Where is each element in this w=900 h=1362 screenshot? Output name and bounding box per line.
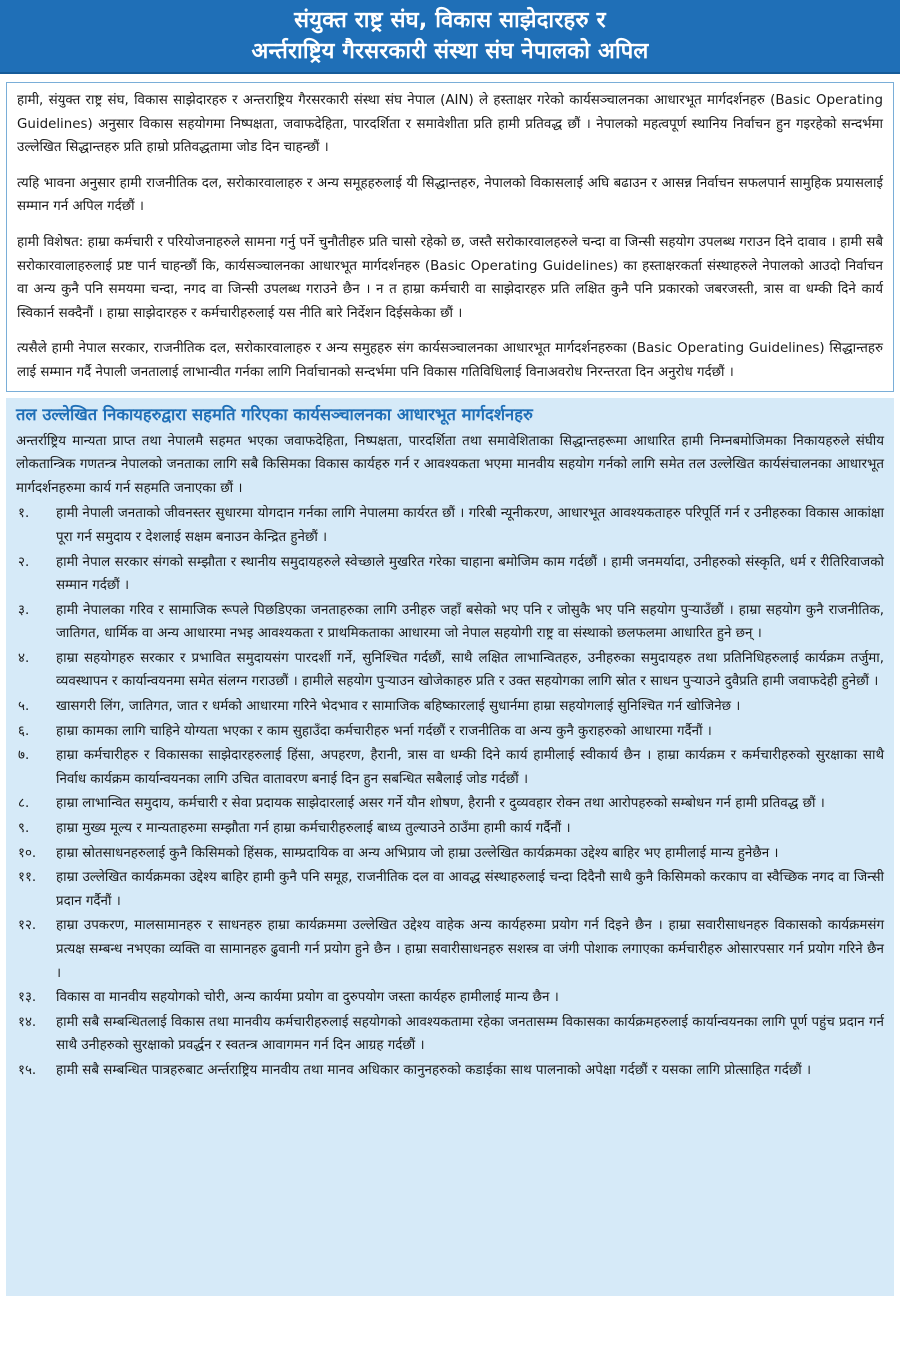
- guideline-item: [16, 986, 884, 1010]
- guideline-text: हामी नेपाल सरकार संगको सम्झौता र स्थानीय समुदायहरुले स्वेच्छाले मुखरित गरेका चाहाना बमोजिम काम गर्दछौं । हामी जनमर्यादा, उनीहरुको संस्कृति, धर्म र रीतिरिवाजको सम्मान गर्दछौं ।: [56, 554, 884, 594]
- guideline-number: २.: [18, 554, 30, 570]
- guideline-text: हाम्रा लाभान्वित समुदाय, कर्मचारी र सेवा प्रदायक साझेदारलाई असर गर्ने यौन शोषण, हैरानी र दुव्यवहार रोक्न तथा आरोपहरुको सम्बोधन गर्न हामी प्रतिवद्ध छौं ।: [56, 796, 825, 812]
- guideline-text: हामी सबै सम्बन्धितलाई विकास तथा मानवीय कर्मचारीहरुलाई सहयोगको आवश्यकतामा रहेका जनतासम्म विकासका कार्यक्रमहरुलाई कार्यान्वयनका लागि पूर्ण पहुंच प्रदान गर्न साथै उनीहरुको सुरक्षाको प्रवर्द्धन र स्वतन्त्र आवागमन गर्न दिन आग्रह गर्दछौं ।: [56, 1014, 884, 1054]
- guideline-item: [16, 695, 884, 719]
- guideline-text: हाम्रा उपकरण, मालसामानहरु र साधनहरु हाम्रा कार्यक्रममा उल्लेखित उद्देश्य वाहेक अन्य कार्यहरुमा प्रयोग गर्न दिइने छैन । हाम्रा सवारीसाधनहरु विकासको कार्यक्रमसंग प्रत्यक्ष सम्बन्ध नभएका व्यक्ति वा सामानहरु ढुवानी गर्न प्रयोग हुने छैन । हाम्रा सवारीसाधनहरु सशस्त्र वा जंगी पोशाक लगाएका कर्मचारीहरु ओसारपसार गर्न प्रयोग गरिने छैन ।: [56, 918, 884, 981]
- guideline-text: हामी नेपालका गरिव र सामाजिक रूपले पिछडिएका जनताहरुका लागि उनीहरु जहाँ बसेको भए पनि र जोसुकै भए पनि सहयोग पुऱ्याउँछौं । हाम्रा सहयोग कुनै राजनीतिक, जातिगत, धार्मिक वा अन्य आधारमा नभइ आवश्यकता र प्राथमिकताका आधारमा जो नेपाल सहयोगी राष्ट्र वा संस्थाको छलफलमा आधारित हुने छन् ।: [56, 602, 884, 642]
- guideline-text: हाम्रा कामका लागि चाहिने योग्यता भएका र काम सुहाउँदा कर्मचारीहरु भर्ना गर्दछौं र राजनीतिक वा अन्य कुनै कुराहरुको आधारमा गर्दैनौं ।: [56, 723, 712, 739]
- guidelines-intro: अन्तर्राष्ट्रिय मान्यता प्राप्त तथा नेपालमै सहमत भएका जवाफदेहिता, निष्पक्षता, पारदर्शिता तथा समावेशिताका सिद्धान्तहरूमा आधारित हामी निम्नबमोजिमका निकायहरुले संघीय लोकतान्त्रिक गणतन्त्र नेपालको जनताका लागि सबै किसिमका विकास कार्यहरु गर्न र आवश्यकता भएमा मानवीय सहयोग गर्नको लागि समेत तल उल्लेखित कार्यसंचालनका आधारभूत मार्गदर्शनहरुमा कार्य गर्न सहमति जनाएका छौं ।: [16, 433, 884, 496]
- guideline-text: हाम्रा स्रोतसाधनहरुलाई कुनै किसिमको हिंसक, साम्प्रदायिक वा अन्य अभिप्राय जो हाम्रा उल्लेखित कार्यक्रमका उद्देश्य बाहिर भए हामीलाई मान्य हुनेछैन ।: [56, 845, 779, 861]
- guideline-text: हाम्रा सहयोगहरु सरकार र प्रभावित समुदायसंग पारदर्शी गर्ने, सुनिश्चित गर्दछौं, साथै लक्षित लाभान्वितहरु, उनीहरुका समुदायहरु तथा प्रतिनिधिहरुलाई कार्यक्रम तर्जुमा, व्यवस्थापन र कार्यान्वयनमा समेत संलग्न गराउछौं । हामीले सहयोग पुऱ्याउन खोजेकाहरु प्रति र उक्त सहयोगका लागि स्रोत र साधन पुऱ्याउने दुवैप्रति हामी जवाफदेही हुनेछौं ।: [56, 650, 884, 690]
- guideline-text: हाम्रा उल्लेखित कार्यक्रमका उद्देश्य बाहिर हामी कुनै पनि समूह, राजनीतिक दल वा आवद्ध संस्थाहरुलाई चन्दा दिदैनौ साथै कुनै किसिमको करकाप वा स्वैच्छिक नगद वा जिन्सी प्रदान गर्दैनौं ।: [56, 870, 884, 909]
- guideline-number: ६.: [18, 723, 30, 739]
- guideline-text: खासगरी लिंग, जातिगत, जात र धर्मको आधारमा गरिने भेदभाव र सामाजिक बहिष्कारलाई सुधार्नमा हाम्रा सहयोगलाई सुनिश्चित गर्न खोजिनेछ ।: [56, 699, 741, 715]
- guideline-number: ३.: [18, 602, 30, 618]
- guideline-item: [16, 1011, 884, 1058]
- appeal-paragraph: हामी विशेषत: हाम्रा कर्मचारी र परियोजनाहरुले सामना गर्नु पर्ने चुनौतीहरु प्रति चासो रहेको छ, जस्तै सरोकारवालहरुले चन्दा वा जिन्सी सहयोग उपलब्ध गराउन दिने दावाव । हामी सबै सरोकारवालाहरुलाई प्रष्ट पार्न चाहन्छौं कि, कार्यसञ्चालनका आधारभूत मार्गदर्शनहरु (Basic Operating Guidelines) का हस्ताक्षरकर्ता संस्थाहरुले नेपालको आउदो निर्वाचन वा अन्य कुनै पनि समयमा चन्दा, नगद वा जिन्सी उपलब्ध गराउने छैन । न त हाम्रा कर्मचारी वा साझेदारहरु प्रति लक्षित कुनै पनि प्रकारको जबरजस्ती, त्रास वा धम्की दिने कार्य स्विकार्न सक्दैनौं । हाम्रा साझेदारहरु र कर्मचारीहरुलाई यस नीति बारे निर्देशन दिईसकेका छौं ।: [17, 234, 883, 321]
- guideline-number: १.: [18, 506, 30, 522]
- guideline-text: हाम्रा मुख्य मूल्य र मान्यताहरुमा सम्झौता गर्न हाम्रा कर्मचारीहरुलाई बाध्य तुल्याउने ठाउँमा हामी कार्य गर्दैनौं ।: [56, 821, 571, 837]
- appeal-paragraph: त्यसैले हामी नेपाल सरकार, राजनीतिक दल, सरोकारवालाहरु र अन्य समुहहरु संग कार्यसञ्चालनका आधारभूत मार्गदर्शनहरुका (Basic Operating Guidelines) सिद्धान्तहरु लाई सम्मान गर्दै नेपाली जनतालाई लाभान्वीत गर्नका लागि निर्वाचानको सन्दर्भमा पनि विकास गतिविधिलाई विनाअवरोध निरन्तरता दिन अनुरोध गर्दछौं ।: [17, 341, 883, 380]
- guidelines-section: [6, 398, 894, 1296]
- guideline-number: १०.: [18, 845, 37, 861]
- guideline-number: १४.: [18, 1014, 37, 1030]
- guideline-item: [16, 866, 884, 913]
- appeal-paragraph: हामी, संयुक्त राष्ट्र संघ, विकास साझेदारहरु र अन्तराष्ट्रिय गैरसरकारी संस्था संघ नेपाल (AIN) ले हस्ताक्षर गरेको कार्यसञ्चालनका आधारभूत मार्गदर्शनहरु (Basic Operating Guidelines) अनुसार विकास सहयोगमा निष्पक्षता, जवाफदेहिता, पारदर्शिता र समावेशीता प्रति हामी प्रतिवद्ध छौं । नेपालको महत्वपूर्ण स्थानिय निर्वाचन हुन गइरहेको सन्दर्भमा उल्लेखित सिद्धान्तहरु प्रति हाम्रो प्रतिवद्धतामा जोड दिन चाहन्छौं ।: [17, 93, 883, 156]
- guideline-number: १२.: [18, 918, 37, 934]
- guideline-number: ११.: [18, 870, 37, 886]
- guideline-text: विकास वा मानवीय सहयोगको चोरी, अन्य कार्यमा प्रयोग वा दुरुपयोग जस्ता कार्यहरु हामीलाई मान्य छैन ।: [56, 990, 559, 1006]
- guideline-item: [16, 817, 884, 841]
- guideline-item: [16, 720, 884, 744]
- document-header: [0, 0, 900, 74]
- guideline-number: ८.: [18, 796, 30, 812]
- guideline-number: ४.: [18, 650, 30, 666]
- guideline-item: [16, 599, 884, 646]
- guideline-item: [16, 744, 884, 791]
- guideline-item: [16, 842, 884, 866]
- header-title-line-1: संयुक्त राष्ट्र संघ, विकास साझेदारहरु र: [294, 8, 606, 33]
- guideline-text: हामी नेपाली जनताको जीवनस्तर सुधारमा योगदान गर्नका लागि नेपालमा कार्यरत छौं । गरिबी न्यूनीकरण, आधारभूत आवश्यकताहरु परिपूर्ति गर्न र उनीहरुका विकास आकांक्षा पूरा गर्न समुदाय र देशलाई सक्षम बनाउन केन्द्रित हुनेछौं ।: [56, 506, 884, 545]
- guideline-number: १५.: [18, 1062, 37, 1078]
- guideline-item: [16, 914, 884, 985]
- appeal-paragraph: त्यहि भावना अनुसार हामी राजनीतिक दल, सरोकारवालाहरु र अन्य समूहहरुलाई यी सिद्धान्तहरु, नेपालको विकासलाई अघि बढाउन र आसन्न निर्वाचन सफलपार्न सामुहिक प्रयासलाई सम्मान गर्न अपिल गर्दछौं ।: [17, 175, 883, 215]
- appeal-section: [6, 82, 894, 392]
- header-title-line-2: अर्न्तराष्ट्रिय गैरसरकारी संस्था संघ नेपालको अपिल: [251, 39, 649, 64]
- guideline-number: ७.: [18, 748, 30, 764]
- guideline-item: [16, 792, 884, 816]
- guideline-number: ५.: [18, 699, 30, 715]
- guideline-item: [16, 551, 884, 598]
- guidelines-title: तल उल्लेखित निकायहरुद्वारा सहमति गरिएका कार्यसञ्चालनका आधारभूत मार्गदर्शनहरु: [16, 404, 533, 424]
- guideline-text: हाम्रा कर्मचारीहरु र विकासका साझेदारहरुलाई हिंसा, अपहरण, हैरानी, त्रास वा धम्की दिने कार्य हामीलाई स्वीकार्य छैन । हाम्रा कार्यक्रम र कर्मचारीहरुको सुरक्षाका साथै निर्वाध कार्यक्रम कार्यान्वयनका लागि उचित वातावरण बनाई दिन हुन सबन्धित सबैलाई जोड गर्दछौं ।: [56, 748, 884, 787]
- guideline-item: [16, 502, 884, 549]
- guideline-text: हामी सबै सम्बन्धित पात्रहरुबाट अर्न्तराष्ट्रिय मानवीय तथा मानव अधिकार कानुनहरुको कडाईका साथ पालनाको अपेक्षा गर्दछौं र यसका लागि प्रोत्साहित गर्दछौं ।: [56, 1062, 812, 1078]
- guideline-item: [16, 647, 884, 694]
- guideline-item: [16, 1059, 884, 1083]
- guideline-number: १३.: [18, 990, 37, 1006]
- guideline-number: ९.: [18, 821, 30, 837]
